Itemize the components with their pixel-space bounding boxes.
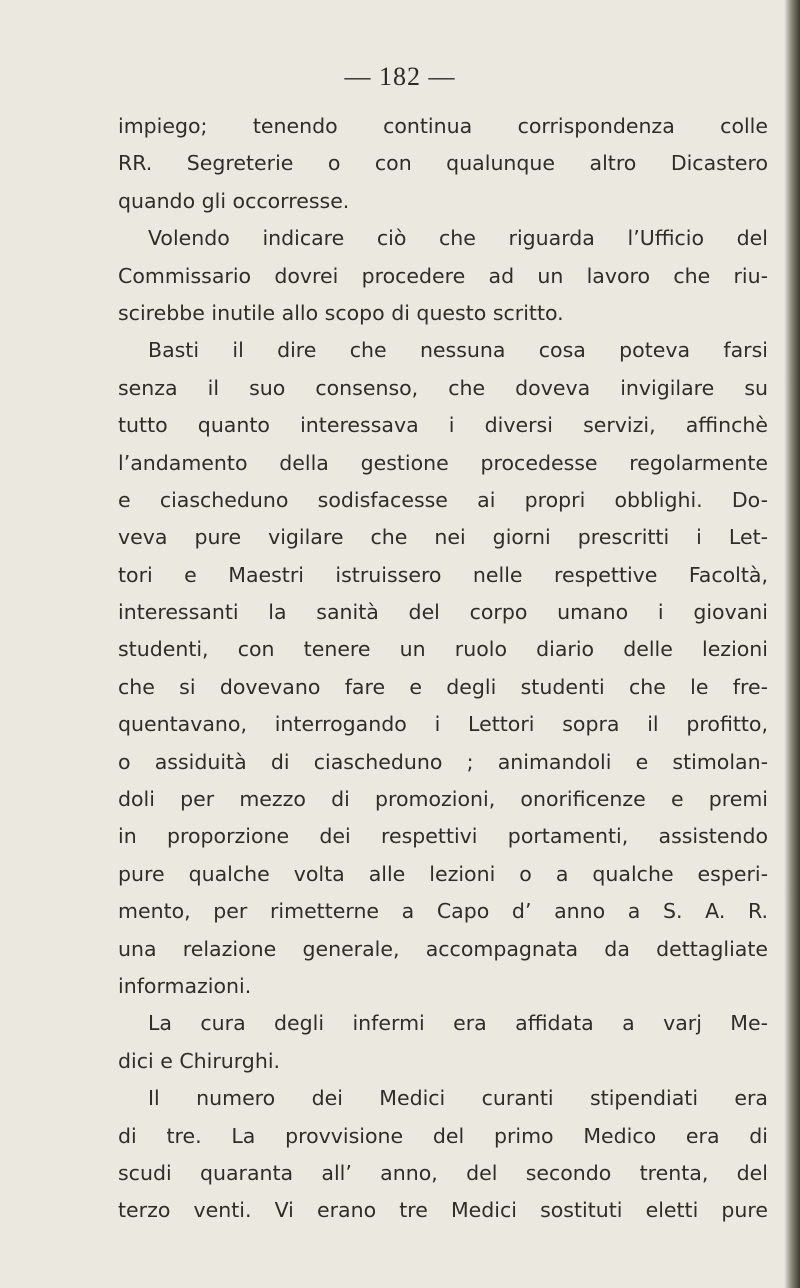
text-line: interessanti la sanità del corpo umano i giovani — [118, 600, 768, 625]
text-line: scirebbe inutile allo scopo di questo scritto. — [118, 300, 564, 325]
text-line: informazioni. — [118, 973, 252, 998]
text-line: dici e Chirurghi. — [118, 1048, 281, 1073]
text-line: in proporzione dei respettivi portamenti, assistendo — [118, 824, 768, 849]
text-line: Volendo indicare ciò che riguarda l’Ufficio del — [148, 226, 768, 251]
text-line: una relazione generale, accompagnata da dettagliate — [118, 936, 768, 961]
text-line: Il numero dei Medici curanti stipendiati era — [148, 1086, 768, 1111]
text-line: doli per mezzo di promozioni, onorificenze e premi — [118, 787, 768, 812]
text-line: di tre. La provvisione del primo Medico era di — [118, 1123, 768, 1148]
text-line: Commissario dovrei procedere ad un lavoro che riu- — [118, 263, 768, 288]
text-line: veva pure vigilare che nei giorni prescritti i Let- — [118, 525, 768, 550]
text-line: Basti il dire che nessuna cosa poteva farsi — [148, 338, 768, 363]
page-edge-shadow — [784, 0, 800, 1288]
text-line: quando gli occorresse. — [118, 188, 350, 213]
text-line: scudi quaranta all’ anno, del secondo trenta, del — [118, 1160, 768, 1185]
text-line: senza il suo consenso, che doveva invigilare su — [118, 375, 768, 400]
text-line: RR. Segreterie o con qualunque altro Dicastero — [118, 151, 768, 176]
text-line: tutto quanto interessava i diversi servizi, affinchè — [118, 413, 768, 438]
text-line: terzo venti. Vi erano tre Medici sostituti eletti pure — [118, 1198, 768, 1223]
text-line: studenti, con tenere un ruolo diario delle lezioni — [118, 637, 768, 662]
text-line: pure qualche volta alle lezioni o a qualche esperi- — [118, 861, 768, 886]
text-line: quentavano, interrogando i Lettori sopra il profitto, — [118, 712, 768, 737]
text-line: tori e Maestri istruissero nelle respettive Facoltà, — [118, 562, 768, 587]
text-line: mento, per rimetterne a Capo d’ anno a S. A. R. — [118, 899, 768, 924]
text-line: impiego; tenendo continua corrispondenza colle — [118, 114, 768, 138]
text-line: o assiduità di ciascheduno ; animandoli e stimolan- — [118, 749, 768, 774]
text-line: La cura degli infermi era affidata a varj Me- — [148, 1011, 768, 1036]
text-line: che si dovevano fare e degli studenti che le fre- — [118, 674, 768, 699]
text-line: l’andamento della gestione procedesse regolarmente — [118, 450, 768, 475]
body-text — [118, 108, 768, 1230]
text-line: e ciascheduno sodisfacesse ai propri obblighi. Do- — [118, 487, 768, 512]
page-number: — 182 — — [344, 62, 456, 91]
